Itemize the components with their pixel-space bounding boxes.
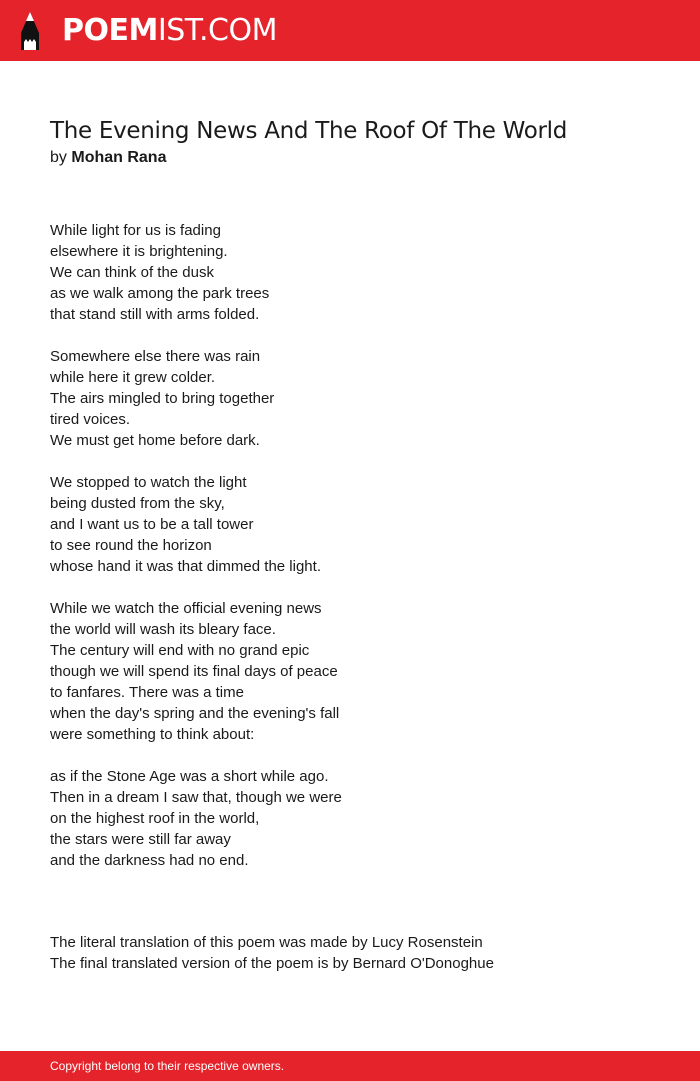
site-footer xyxy=(0,1051,700,1081)
poem-line: as we walk among the park trees xyxy=(50,285,270,302)
poem-line: that stand still with arms folded. xyxy=(50,306,260,323)
poem-line: While we watch the official evening news xyxy=(50,600,322,617)
stanza xyxy=(50,766,670,871)
site-header xyxy=(0,0,700,61)
site-logo[interactable] xyxy=(62,13,277,48)
poem-line: We stopped to watch the light xyxy=(50,474,247,491)
poem-line: Then in a dream I saw that, though we were xyxy=(50,789,342,806)
copyright-text: Copyright belong to their respective owners. xyxy=(50,1059,285,1073)
poem-body xyxy=(50,220,670,871)
poem-content xyxy=(50,116,670,892)
poem-title: The Evening News And The Roof Of The World xyxy=(50,118,568,144)
poem-line: The airs mingled to bring together xyxy=(50,390,275,407)
logo-text-bold: POEM xyxy=(62,13,158,48)
poem-line: were something to think about: xyxy=(50,726,255,743)
poem-line: though we will spend its final days of peace xyxy=(50,663,338,680)
poem-line: While light for us is fading xyxy=(50,222,221,239)
poem-line: We must get home before dark. xyxy=(50,432,260,449)
poem-line: whose hand it was that dimmed the light. xyxy=(50,558,321,575)
stanza xyxy=(50,346,670,451)
logo-text-light: IST.COM xyxy=(157,13,277,48)
stanza xyxy=(50,598,670,745)
author-name: Mohan Rana xyxy=(71,149,167,166)
pencil-logo-icon[interactable] xyxy=(18,11,42,51)
poem-line: on the highest roof in the world, xyxy=(50,810,260,827)
poem-line: the world will wash its bleary face. xyxy=(50,621,276,638)
poem-line: as if the Stone Age was a short while ago. xyxy=(50,768,329,785)
poem-line: Somewhere else there was rain xyxy=(50,348,261,365)
poem-line: tired voices. xyxy=(50,411,131,428)
poem-line: to see round the horizon xyxy=(50,537,212,554)
poem-line: the stars were still far away xyxy=(50,831,231,848)
poem-line: The century will end with no grand epic xyxy=(50,642,310,659)
poem-line: being dusted from the sky, xyxy=(50,495,225,512)
poem-line: and I want us to be a tall tower xyxy=(50,516,254,533)
stanza xyxy=(50,472,670,577)
translation-note: The literal translation of this poem was made by Lucy Rosenstein xyxy=(50,934,483,951)
poem-line: and the darkness had no end. xyxy=(50,852,249,869)
poem-line: elsewhere it is brightening. xyxy=(50,243,228,260)
stanza xyxy=(50,220,670,325)
poem-line: to fanfares. There was a time xyxy=(50,684,244,701)
poem-line: We can think of the dusk xyxy=(50,264,214,281)
poem-line: when the day's spring and the evening's fall xyxy=(50,705,340,722)
byline-prefix: by xyxy=(50,149,67,166)
poem-line: while here it grew colder. xyxy=(50,369,216,386)
byline xyxy=(50,146,670,170)
translation-notes xyxy=(50,932,670,974)
translation-note: The final translated version of the poem is by Bernard O'Donoghue xyxy=(50,955,494,972)
